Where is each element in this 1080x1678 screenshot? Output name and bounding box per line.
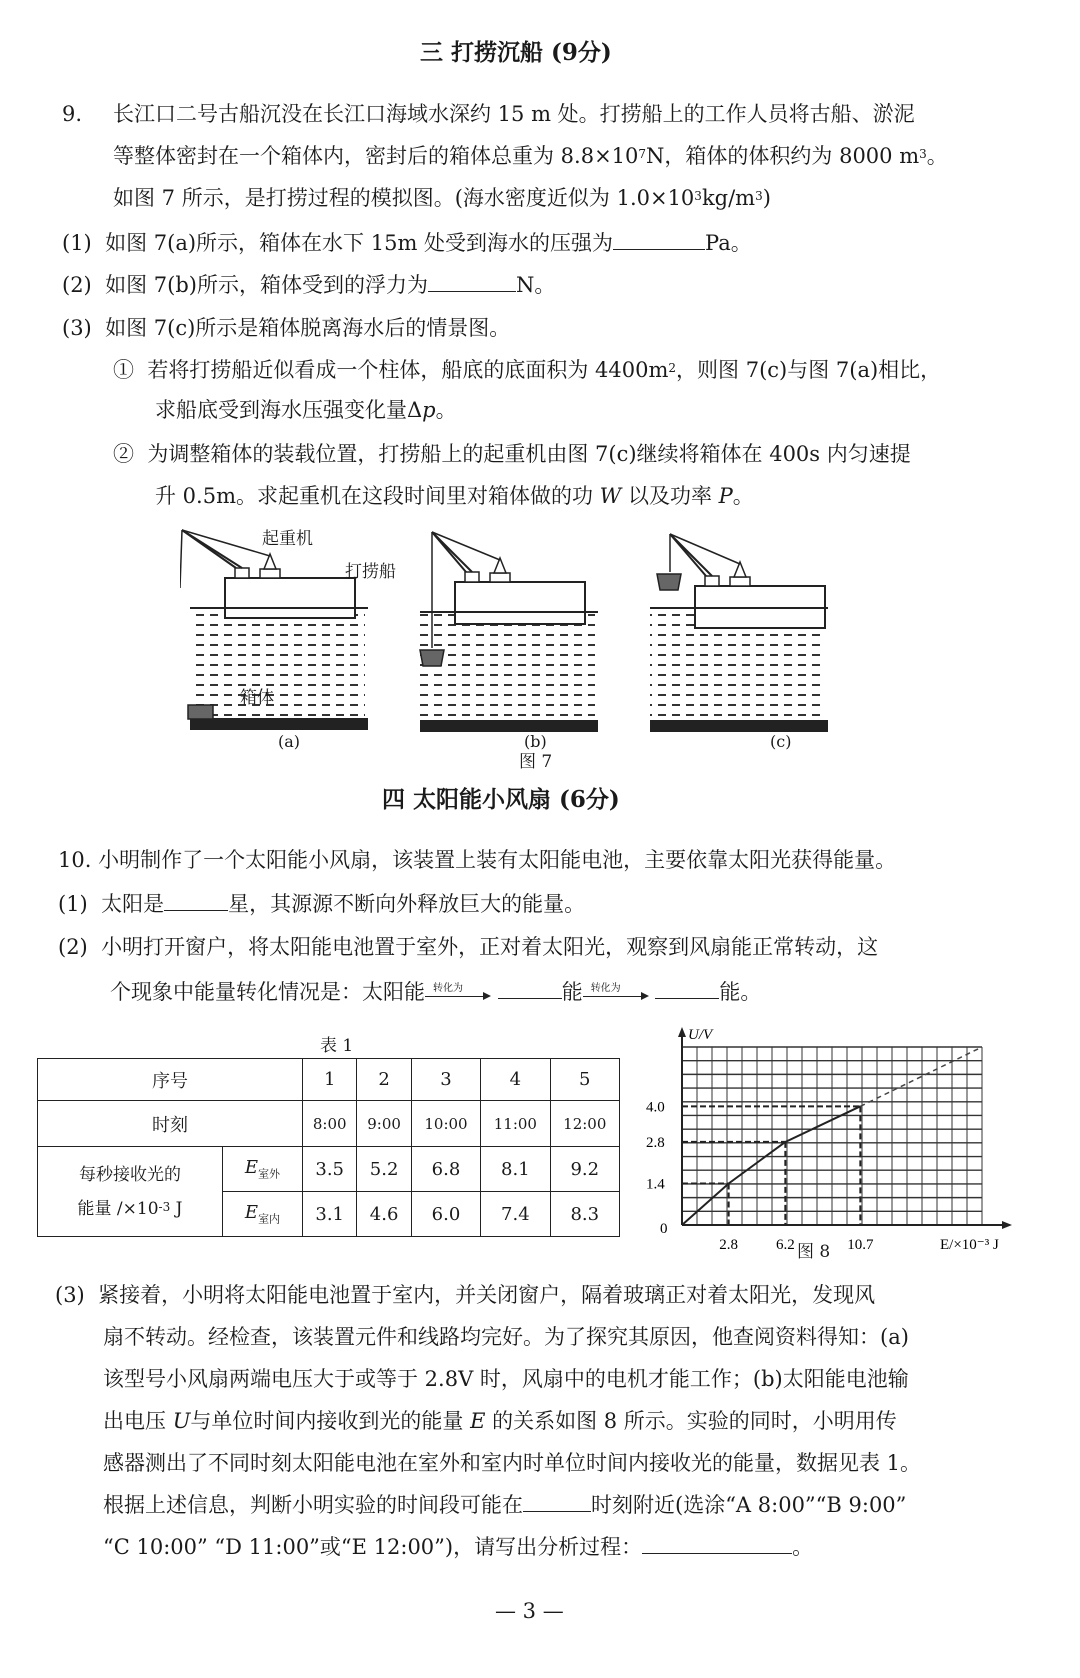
header-seq: 序号	[38, 1059, 303, 1101]
page-number: — 3 —	[495, 1599, 564, 1623]
q9-line2: 等整体密封在一个箱体内，密封后的箱体总重为 $8.8\times 10^7N$，箱体的体积约为 8000 $m^3$。	[113, 144, 948, 168]
cell: 5.2	[357, 1147, 411, 1192]
y-axis-label: U/V	[688, 1027, 713, 1043]
cell: 9.2	[550, 1147, 619, 1192]
section-3-title: 三 打捞沉船 (9分)	[420, 39, 612, 66]
q9-part3: (3) 如图 7(c)所示是箱体脱离海水后的情景图。	[62, 316, 511, 340]
q9-sub2: ② 为调整箱体的装载位置，打捞船上的起重机由图 7(c)继续将箱体在 400s 内匀速提	[113, 442, 911, 466]
label-crane: 起重机	[262, 529, 313, 549]
x-tick-label: 2.8	[719, 1237, 739, 1253]
q10-part3-line6: 根据上述信息，判断小明实验的时间段可能在 时刻附近(选涂“A 8:00”“B 9:00”	[103, 1493, 907, 1517]
answer-blank[interactable]	[428, 272, 516, 292]
q9-sub1: ① 若将打捞船近似看成一个柱体，船底的底面积为 $4400m^2$，则图 7(c)与图 7(a)相比，	[113, 358, 942, 382]
y-axis-arrow	[678, 1027, 686, 1037]
cell: 1	[303, 1059, 357, 1101]
cell: 8.3	[550, 1192, 619, 1237]
table-row	[38, 1147, 620, 1192]
label-box: 箱体	[240, 688, 274, 708]
q10-line1: 10. 小明制作了一个太阳能小风扇，该装置上装有太阳能电池，主要依靠太阳光获得能量。	[58, 848, 897, 872]
figure-8-caption: 图 8	[797, 1242, 831, 1262]
figure-8-chart	[640, 1025, 1060, 1265]
header-time: 时刻	[38, 1101, 303, 1147]
table-1	[37, 1058, 620, 1237]
table-row	[38, 1101, 620, 1147]
answer-blank[interactable]	[642, 1534, 792, 1554]
cell: 3.5	[303, 1147, 357, 1192]
x-tick-label: 6.2	[775, 1237, 795, 1253]
answer-blank[interactable]	[523, 1492, 591, 1512]
x-axis-arrow	[1002, 1221, 1012, 1229]
cell: 4.6	[357, 1192, 411, 1237]
q9-line3: 如图 7 所示，是打捞过程的模拟图。(海水密度近似为 $1.0\times 10^3kg/m^3$)	[113, 186, 771, 210]
y-tick-label: 4.0	[646, 1099, 665, 1116]
data-line-extension	[860, 1047, 982, 1106]
answer-blank[interactable]	[613, 230, 705, 250]
q10-part2: (2) 小明打开窗户，将太阳能电池置于室外，正对着太阳光，观察到风扇能正常转动，这	[58, 935, 879, 959]
q10-part3-line3: 该型号小风扇两端电压大于或等于 2.8V 时，风扇中的电机才能工作；(b)太阳能电池输	[103, 1367, 909, 1391]
cell: 3.1	[303, 1192, 357, 1237]
table-1-caption: 表 1	[320, 1036, 354, 1056]
label-ship: 打捞船	[345, 562, 396, 582]
origin-label: 0	[660, 1221, 668, 1237]
answer-blank[interactable]	[655, 979, 719, 999]
q9-sub2-line2: 升 0.5m。求起重机在这段时间里对箱体做的功 W 以及功率 P。	[155, 484, 754, 508]
header-energy: 每秒接收光的 能量 $/\times 10^{-3}$ J	[38, 1147, 223, 1237]
q9-line1: 长江口二号古船沉没在长江口海域水深约 15 m 处。打捞船上的工作人员将古船、淤泥	[113, 102, 915, 126]
cell: 5	[550, 1059, 619, 1101]
panel-c	[650, 534, 828, 732]
data-line	[682, 1106, 860, 1225]
answer-blank[interactable]	[164, 891, 228, 911]
y-tick-label: 2.8	[646, 1134, 665, 1151]
arrow-icon: 转化为	[425, 983, 491, 1005]
table-row	[38, 1059, 620, 1101]
cell: 11:00	[481, 1101, 550, 1147]
q9-part1: (1) 如图 7(a)所示，箱体在水下 15m 处受到海水的压强为 Pa。	[62, 231, 752, 255]
label-c: (c)	[770, 732, 792, 751]
cell: 2	[357, 1059, 411, 1101]
cell: 8.1	[481, 1147, 550, 1192]
answer-blank[interactable]	[498, 979, 562, 999]
y-tick-label: 1.4	[646, 1176, 665, 1193]
cell: 8:00	[303, 1101, 357, 1147]
q10-part3-line5: 感器测出了不同时刻太阳能电池在室外和室内时单位时间内接收光的能量，数据见表 1。	[103, 1451, 922, 1475]
q9-sub1-line2: 求船底受到海水压强变化量Δp。	[155, 398, 457, 422]
cell: 6.8	[411, 1147, 480, 1192]
x-tick-label: 10.7	[847, 1237, 874, 1253]
panel-b	[420, 532, 598, 732]
label-a: (a)	[278, 732, 301, 751]
label-b: (b)	[524, 732, 547, 751]
arrow-icon: 转化为	[583, 983, 649, 1005]
cell: 7.4	[481, 1192, 550, 1237]
q10-part3-line1: (3) 紧接着，小明将太阳能电池置于室内，并关闭窗户，隔着玻璃正对着太阳光，发现风	[55, 1283, 876, 1307]
section-4-title: 四 太阳能小风扇 (6分)	[382, 786, 620, 813]
label-indoor: $E_{室内}$	[223, 1192, 303, 1237]
cell: 4	[481, 1059, 550, 1101]
x-axis-label: E/×10⁻³ J	[940, 1237, 999, 1253]
figure-7-caption: 图 7	[519, 752, 553, 772]
cell: 10:00	[411, 1101, 480, 1147]
q9-part2: (2) 如图 7(b)所示，箱体受到的浮力为 N。	[62, 273, 556, 297]
q10-part3-line4: 出电压 U与单位时间内接收到光的能量 E 的关系如图 8 所示。实验的同时，小明用传	[103, 1409, 897, 1433]
panel-a	[180, 530, 368, 730]
cell: 9:00	[357, 1101, 411, 1147]
q10-part1: (1) 太阳是 星，其源源不断向外释放巨大的能量。	[58, 892, 586, 916]
q9-number: 9.	[62, 102, 83, 126]
cell: 12:00	[550, 1101, 619, 1147]
q10-part3-line7: “C 10:00” “D 11:00”或“E 12:00”)，请写出分析过程： 。	[103, 1535, 814, 1559]
q10-part2-line2: 个现象中能量转化情况是：太阳能 转化为 能 转化为 能。	[110, 980, 762, 1004]
q10-part3-line2: 扇不转动。经检查，该装置元件和线路均完好。为了探究其原因，他查阅资料得知：(a)	[103, 1325, 909, 1349]
cell: 6.0	[411, 1192, 480, 1237]
label-outdoor: $E_{室外}$	[223, 1147, 303, 1192]
cell: 3	[411, 1059, 480, 1101]
